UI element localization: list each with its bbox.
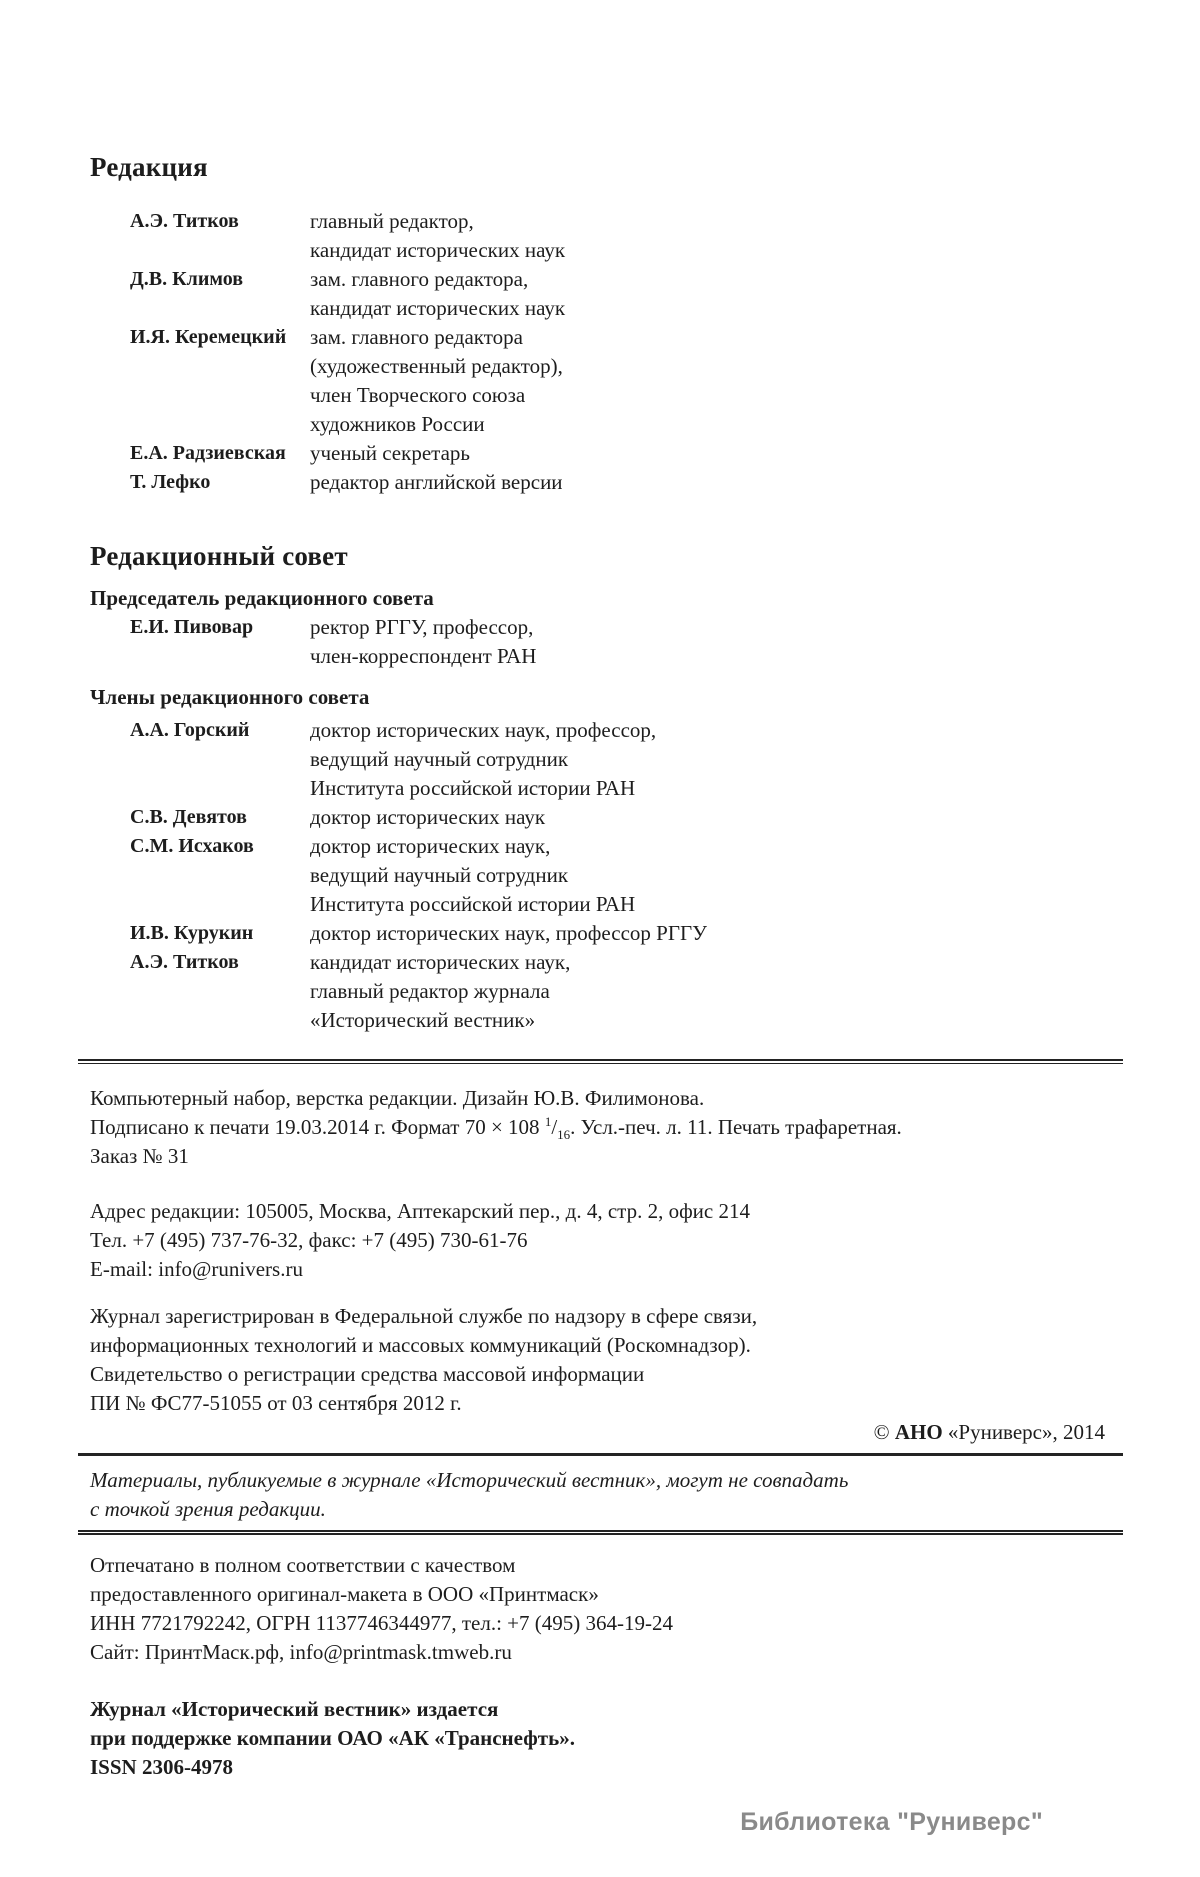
member-name: И.В. Курукин [130,922,254,944]
member-roles [310,468,1125,497]
imprint-line-format [90,1113,1125,1142]
page-content [90,0,1125,1782]
member-name: Е.И. Пивовар [130,616,254,638]
registration-line: Свидетельство о регистрации средства массовой информации [90,1362,645,1386]
support-line: Журнал «Исторический вестник» издается [90,1697,499,1721]
member-roles [310,948,1125,1035]
roster-row [130,948,1125,1035]
editorial-roster [130,207,1125,497]
role-line: кандидат исторических наук, [310,950,571,974]
phone-line: Тел. +7 (495) 737-76-32, факс: +7 (495) 730-61-76 [90,1228,528,1252]
role-line: зам. главного редактора, [310,267,529,291]
role-line: доктор исторических наук, профессор РГГУ [310,921,707,945]
board-members-roster [130,716,1125,1035]
member-name: С.В. Девятов [130,806,247,828]
member-roles [310,265,1125,323]
disclaimer-line: с точкой зрения редакции. [90,1497,326,1521]
role-line: кандидат исторических наук [310,238,566,262]
roster-row [130,468,1125,497]
issn-line: ISSN 2306-4978 [90,1755,233,1779]
library-watermark: Библиотека "Руниверс" [740,1808,1043,1836]
roster-row [130,716,1125,803]
board-chairman-heading: Председатель редакционного совета [90,586,434,610]
disclaimer-line: Материалы, публикуемые в журнале «Исторический вестник», могут не совпадать [90,1468,849,1492]
imprint-block [90,1084,1125,1171]
role-line: ректор РГГУ, профессор, [310,615,534,639]
member-roles [310,439,1125,468]
member-roles [310,803,1125,832]
role-line: доктор исторических наук, профессор, [310,718,657,742]
copyright-organization: АНО [894,1420,943,1444]
role-line: член-корреспондент РАН [310,644,537,668]
role-line: Института российской истории РАН [310,892,636,916]
role-line: ведущий научный сотрудник [310,747,569,771]
printing-line: Отпечатано в полном соответствии с качеством [90,1553,516,1577]
role-line: ученый секретарь [310,441,470,465]
role-line: кандидат исторических наук [310,296,566,320]
imprint-line-design: Компьютерный набор, верстка редакции. Дизайн Ю.В. Филимонова. [90,1086,705,1110]
copyright-symbol: © [873,1420,895,1444]
member-name: С.М. Исхаков [130,835,254,857]
horizontal-rule-top [78,1059,1123,1064]
roster-row [130,832,1125,919]
address-line: Адрес редакции: 105005, Москва, Аптекарский пер., д. 4, стр. 2, офис 214 [90,1199,750,1223]
member-roles [310,323,1125,439]
registration-block [90,1302,1125,1447]
role-line: Института российской истории РАН [310,776,636,800]
roster-row [130,613,1125,671]
copyright-line [90,1418,1125,1447]
printing-line: ИНН 7721792242, ОГРН 1137746344977, тел.: +7 (495) 364-19-24 [90,1611,673,1635]
member-roles [310,207,1125,265]
role-line: ведущий научный сотрудник [310,863,569,887]
member-name: Е.А. Радзиевская [130,442,286,464]
editorial-heading: Редакция [90,152,208,182]
email-line: E-mail: info@runivers.ru [90,1257,303,1281]
horizontal-rule-middle [78,1453,1123,1456]
fraction-slash: / [551,1115,558,1139]
roster-row [130,803,1125,832]
disclaimer-block [90,1466,1125,1524]
role-line: художников России [310,412,485,436]
role-line: редактор английской версии [310,470,563,494]
role-line: доктор исторических наук, [310,834,551,858]
fraction-numerator: 1 [544,1114,552,1129]
member-roles [310,716,1125,803]
member-roles [310,613,1125,671]
contacts-block [90,1197,1125,1284]
roster-row [130,265,1125,323]
imprint-line-order: Заказ № 31 [90,1144,189,1168]
roster-row [130,207,1125,265]
board-members-heading: Члены редакционного совета [90,685,370,709]
format-text-prefix: Подписано к печати 19.03.2014 г. Формат 70 × 108 [90,1115,545,1139]
member-name: А.Э. Титков [130,210,239,232]
member-name: А.А. Горский [130,719,250,741]
printing-line: предоставленного оригинал-макета в ООО «Принтмаск» [90,1582,599,1606]
member-name: И.Я. Керемецкий [130,326,287,348]
member-roles [310,832,1125,919]
role-line: зам. главного редактора [310,325,523,349]
roster-row [130,919,1125,948]
role-line: член Творческого союза [310,383,526,407]
board-heading: Редакционный совет [90,541,348,571]
member-name: Д.В. Климов [130,268,244,290]
format-text-suffix: . Усл.-печ. л. 11. Печать трафаретная. [570,1115,902,1139]
role-line: главный редактор журнала [310,979,550,1003]
member-roles [310,919,1125,948]
roster-row [130,323,1125,439]
board-chairman-roster [130,613,1125,671]
role-line: главный редактор, [310,209,474,233]
registration-line: ПИ № ФС77-51055 от 03 сентября 2012 г. [90,1391,462,1415]
member-name: Т. Лефко [130,471,211,493]
printing-block [90,1551,1125,1667]
registration-line: информационных технологий и массовых коммуникаций (Роскомнадзор). [90,1333,751,1357]
registration-line: Журнал зарегистрирован в Федеральной службе по надзору в сфере связи, [90,1304,758,1328]
horizontal-rule-bottom [78,1530,1123,1535]
copyright-year: «Руниверс», 2014 [942,1420,1105,1444]
role-line: «Исторический вестник» [310,1008,536,1032]
member-name: А.Э. Титков [130,951,239,973]
fraction-denominator: 16 [557,1127,571,1143]
support-block [90,1695,1125,1782]
printing-line: Сайт: ПринтМаск.рф, info@printmask.tmweb.ru [90,1640,512,1664]
role-line: (художественный редактор), [310,354,563,378]
role-line: доктор исторических наук [310,805,546,829]
support-line: при поддержке компании ОАО «АК «Транснефть». [90,1726,575,1750]
roster-row [130,439,1125,468]
